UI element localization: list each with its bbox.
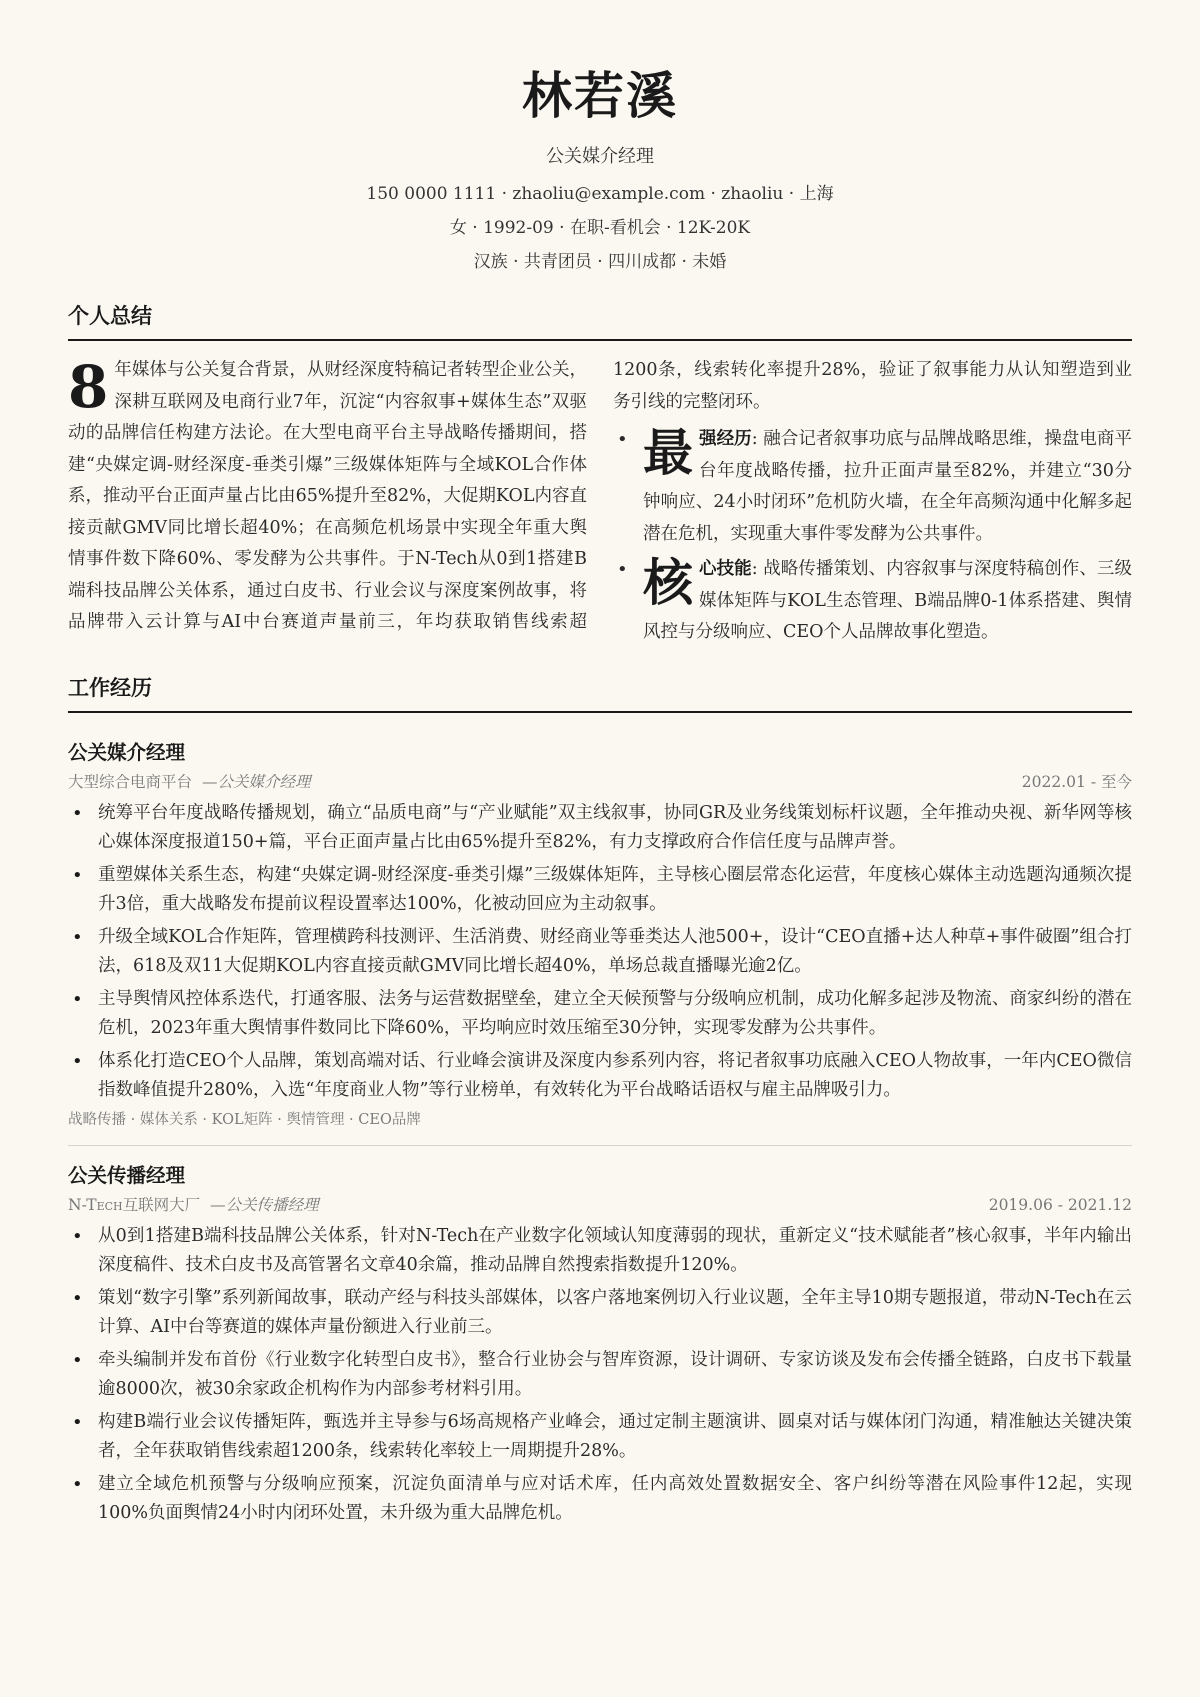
job-company: 大型综合电商平台 [68,772,193,791]
job-bullet: • 升级全域KOL合作矩阵，管理横跨科技测评、生活消费、财经商业等垂类达人池500+，设计“CEO直播+达人种草+事件破圈”组合打法，618及双11大促期KOL内容直接贡献GMV同比增长超40%，单场总裁直播曝光逾2亿。 [68,923,1132,981]
highlight-text: : 融合记者叙事功底与品牌战略思维，操盘电商平台年度战略传播，拉升正面声量至82%，并建立“30分钟响应、24小时闭环”危机防火墙，在全年高频沟通中化解多起潜在危机，实现重大事件零发酵为公共事件。 [643,429,1133,544]
summary-intro-text: 年媒体与公关复合背景，从财经深度特稿记者转型企业公关，深耕互联网及电商行业7年，沉淀“内容叙事+媒体生态”双驱动的品牌信任构建方法论。在大型电商平台主导战略传播期间，搭建“央媒定调-财经深度-垂类引爆”三级媒体矩阵与全域KOL合作体系，推动平台正面声量占比由65%提升至82%，大促期KOL内容直接贡献GMV同比增长超40%；在高频危机场景中实现全年重大舆情事件数下降60%、零发酵为公共事件。于N-Tech从0到1搭建B端科技品牌公关体系，通过白皮书、行业会议与深度案例故事，将品牌带入云计算与AI中台赛道声量前三，年均获取销售线索超1200条，线索转化率提升28%，验证了叙事能力从认知塑造到业务引线的完整闭环。 [68,360,1132,632]
section-divider [68,339,1132,341]
job-bullet: • 构建B端行业会议传播矩阵，甄选并主导参与6场高规格产业峰会，通过定制主题演讲、圆桌对话与媒体闭门沟通，精准触达关键决策者，全年获取销售线索超1200条，线索转化率较上一周期提升28%。 [68,1408,1132,1466]
job-bullet: • 重塑媒体关系生态，构建“央媒定调-财经深度-垂类引爆”三级媒体矩阵，主导核心圈层常态化运营，年度核心媒体主动选题沟通频次提升3倍，重大战略发布提前议程设置率达100%，化被动回应为主动叙事。 [68,861,1132,919]
job-role: —公关传播经理 [210,1195,319,1214]
job-bullets [68,1222,1132,1528]
job-company: 互联网大厂 [122,1195,201,1214]
job-entry [68,739,1132,1146]
bullet-icon: • [617,559,628,580]
summary-highlight-experience [613,424,1132,550]
summary-body [68,355,1132,649]
job-bullet: • 统筹平台年度战略传播规划，确立“品质电商”与“产业赋能”双主线叙事，协同GR及业务线策划标杆议题，全年推动央视、新华网等核心媒体深度报道150+篇，平台正面声量占比由65%提升至82%，有力支撑政府合作信任度与品牌声誉。 [68,799,1132,857]
background-info: 汉族 · 共青团员 · 四川成都 · 未婚 [473,252,727,272]
highlight-key: 心技能 [699,559,752,579]
job-meta [68,1194,1132,1216]
job-period: 2019.06 - 2021.12 [988,1195,1132,1214]
job-tags: 战略传播 · 媒体关系 · KOL矩阵 · 舆情管理 · CEO品牌 [68,1111,421,1128]
candidate-title: 公关媒介经理 [546,146,654,167]
summary-section-heading [68,301,1132,341]
job-title: 公关媒介经理 [68,740,186,764]
section-title: 个人总结 [68,303,152,328]
resume-header [68,0,1132,279]
job-bullet: • 从0到1搭建B端科技品牌公关体系，针对N-Tech在产业数字化领域认知度薄弱的现状，重新定义“技术赋能者”核心叙事，半年内输出深度稿件、技术白皮书及高管署名文章40余篇，推动品牌自然搜索指数提升120%。 [68,1222,1132,1280]
highlight-text: : 战略传播策划、内容叙事与深度特稿创作、三级媒体矩阵与KOL生态管理、B端品牌0-1体系搭建、舆情风控与分级响应、CEO个人品牌故事化塑造。 [643,559,1133,642]
job-role: —公关媒介经理 [202,772,311,791]
contact-info: 150 0000 1111 · zhaoliu@example.com · zhaoliu · 上海 [366,184,834,204]
job-meta [68,771,1132,793]
job-bullet: • 建立全域危机预警与分级响应预案，沉淀负面清单与应对话术库，任内高效处置数据安全、客户纠纷等潜在风险事件12起，实现100%负面舆情24小时内闭环处置，未升级为重大品牌危机。 [68,1470,1132,1528]
section-divider [68,711,1132,713]
job-entry [68,1162,1132,1528]
job-company-line [68,771,311,793]
job-company-prefix: N-Tech [68,1195,123,1214]
job-bullet: • 主导舆情风控体系迭代，打通客服、法务与运营数据壁垒，建立全天候预警与分级响应机制，成功化解多起涉及物流、商家纠纷的潜在危机，2023年重大舆情事件数同比下降60%，平均响应时效压缩至30分钟，实现零发酵为公共事件。 [68,985,1132,1043]
summary-highlight-skills [613,554,1132,649]
section-title: 工作经历 [68,674,152,700]
job-period: 2022.01 - 至今 [1021,772,1132,791]
experience-section-heading [68,673,1132,713]
job-bullet: • 体系化打造CEO个人品牌，策划高端对话、行业峰会演讲及深度内参系列内容，将记者叙事功底融入CEO人物故事，一年内CEO微信指数峰值提升280%，入选“年度商业人物”等行业榜单，有效转化为平台战略话语权与雇主品牌吸引力。 [68,1047,1132,1105]
dropcap: 最 [643,423,693,482]
job-title: 公关传播经理 [68,1163,186,1187]
bullet-icon: • [617,429,628,450]
job-bullet: • 策划“数字引擎”系列新闻故事，联动产经与科技头部媒体，以客户落地案例切入行业议题，全年主导10期专题报道，带动N-Tech在云计算、AI中台等赛道的媒体声量份额进入行业前三。 [68,1284,1132,1342]
job-company-line [68,1194,319,1216]
dropcap: 8 [68,353,109,421]
job-divider [68,1145,1132,1146]
candidate-name: 林若溪 [522,66,678,125]
job-bullets [68,799,1132,1105]
job-bullet: • 牵头编制并发布首份《行业数字化转型白皮书》，整合行业协会与智库资源，设计调研、专家访谈及发布会传播全链路，白皮书下载量逾8000次，被30余家政企机构作为内部参考材料引用。 [68,1346,1132,1404]
dropcap: 核 [643,553,693,612]
personal-info: 女 · 1992-09 · 在职-看机会 · 12K-20K [449,218,751,238]
highlight-key: 强经历 [699,429,752,449]
